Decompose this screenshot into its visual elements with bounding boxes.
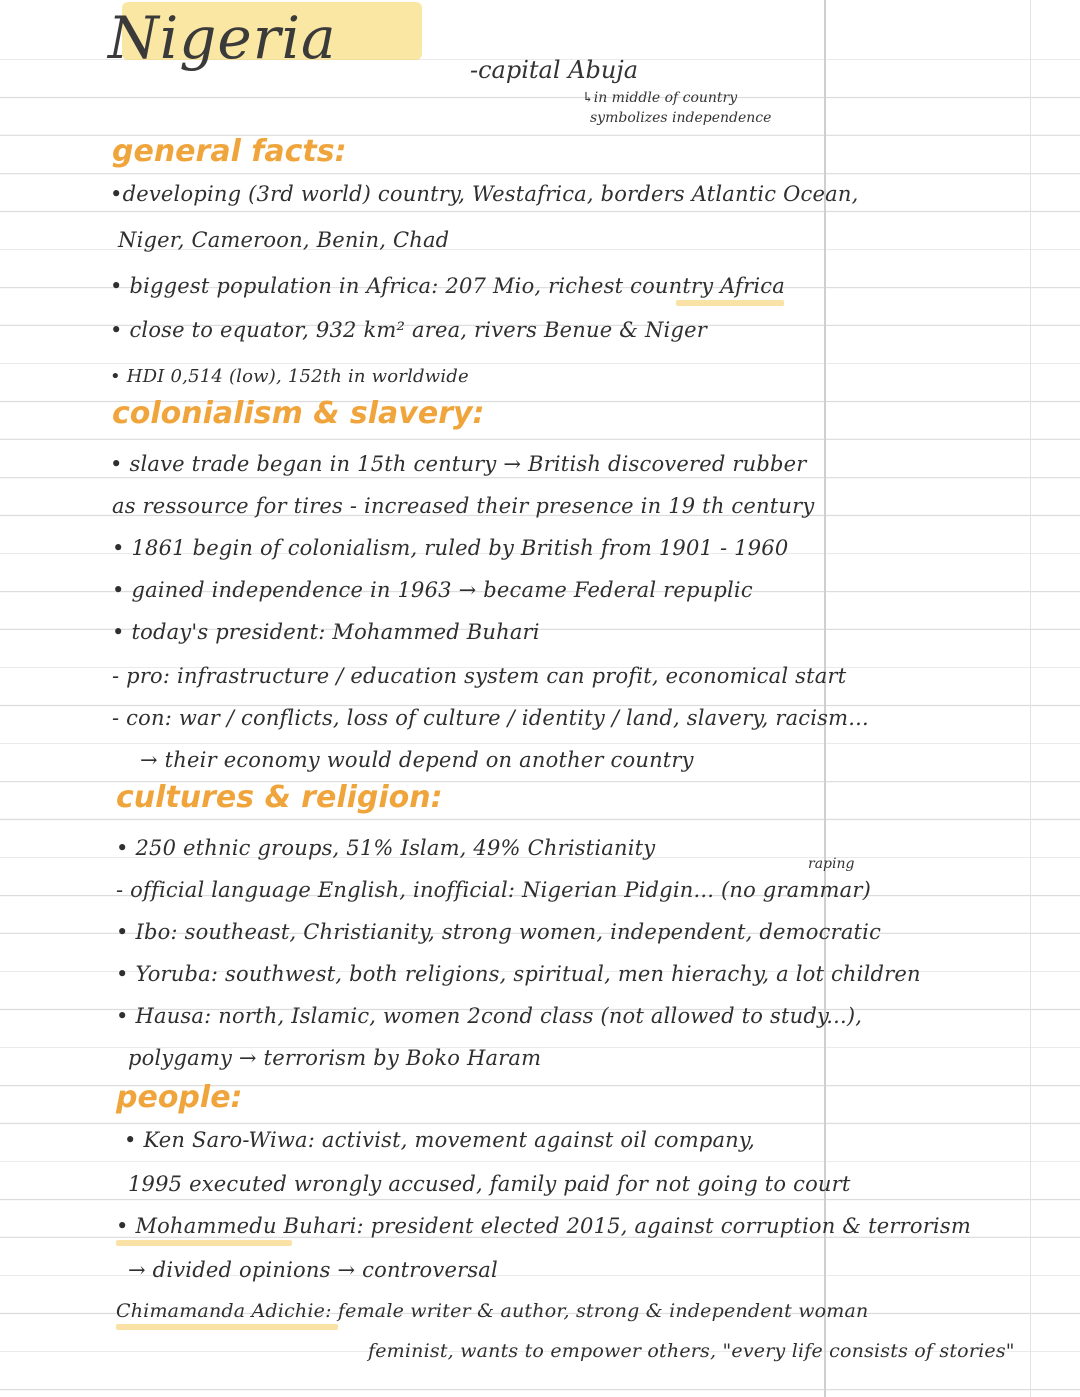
- capital-note: symbolizes independence: [590, 110, 772, 126]
- note-line: • slave trade began in 15th century → British discovered rubber: [110, 452, 807, 476]
- note-line: → their economy would depend on another country: [140, 748, 694, 772]
- note-line: • Ken Saro-Wiwa: activist, movement against oil company,: [124, 1128, 756, 1152]
- note-line: • today's president: Mohammed Buhari: [112, 620, 540, 644]
- section-heading-colonialism: colonialism & slavery:: [112, 396, 485, 431]
- note-line: → divided opinions → controversal: [128, 1258, 498, 1282]
- note-line: • Hausa: north, Islamic, women 2cond class (not allowed to study...),: [116, 1004, 863, 1028]
- margin-line-secondary: [1030, 0, 1031, 1397]
- note-line: Niger, Cameroon, Benin, Chad: [118, 228, 450, 252]
- note-line: 1995 executed wrongly accused, family paid for not going to court: [128, 1172, 851, 1196]
- section-heading-general: general facts:: [112, 134, 347, 169]
- note-line: - con: war / conflicts, loss of culture / identity / land, slavery, racism...: [112, 706, 869, 730]
- note-line: as ressource for tires - increased their presence in 19 th century: [112, 494, 815, 518]
- highlight-mark: [116, 1240, 292, 1246]
- note-line: • HDI 0,514 (low), 152th in worldwide: [110, 366, 469, 387]
- note-line: - pro: infrastructure / education system can profit, economical start: [112, 664, 847, 688]
- note-line: •developing (3rd world) country, Westafrica, borders Atlantic Ocean,: [110, 182, 859, 206]
- note-line: • Ibo: southeast, Christianity, strong women, independent, democratic: [116, 920, 882, 944]
- highlight-mark: [676, 300, 784, 306]
- section-heading-cultures: cultures & religion:: [116, 780, 443, 815]
- note-line: • gained independence in 1963 → became Federal repuplic: [112, 578, 753, 602]
- note-line: feminist, wants to empower others, "every life consists of stories": [368, 1340, 1015, 1362]
- capital-note: ↳in middle of country: [582, 90, 738, 106]
- note-line: • close to equator, 932 km² area, rivers Benue & Niger: [110, 318, 707, 342]
- note-line: • Mohammedu Buhari: president elected 2015, against corruption & terrorism: [116, 1214, 971, 1238]
- capital-label: -capital Abuja: [470, 56, 639, 84]
- section-heading-people: people:: [116, 1080, 243, 1115]
- note-line: polygamy → terrorism by Boko Haram: [128, 1046, 542, 1070]
- note-line: • Yoruba: southwest, both religions, spiritual, men hierachy, a lot children: [116, 962, 921, 986]
- note-line: - official language English, inofficial: Nigerian Pidgin... (no grammar): [116, 878, 871, 902]
- page-title: Nigeria: [108, 4, 337, 72]
- margin-annotation: raping: [808, 856, 855, 872]
- note-line: • 1861 begin of colonialism, ruled by British from 1901 - 1960: [112, 536, 789, 560]
- note-line: Chimamanda Adichie: female writer & author, strong & independent woman: [116, 1300, 869, 1322]
- note-line: • biggest population in Africa: 207 Mio, richest country Africa: [110, 274, 785, 298]
- highlight-mark: [116, 1324, 338, 1330]
- note-line: • 250 ethnic groups, 51% Islam, 49% Christianity: [116, 836, 656, 860]
